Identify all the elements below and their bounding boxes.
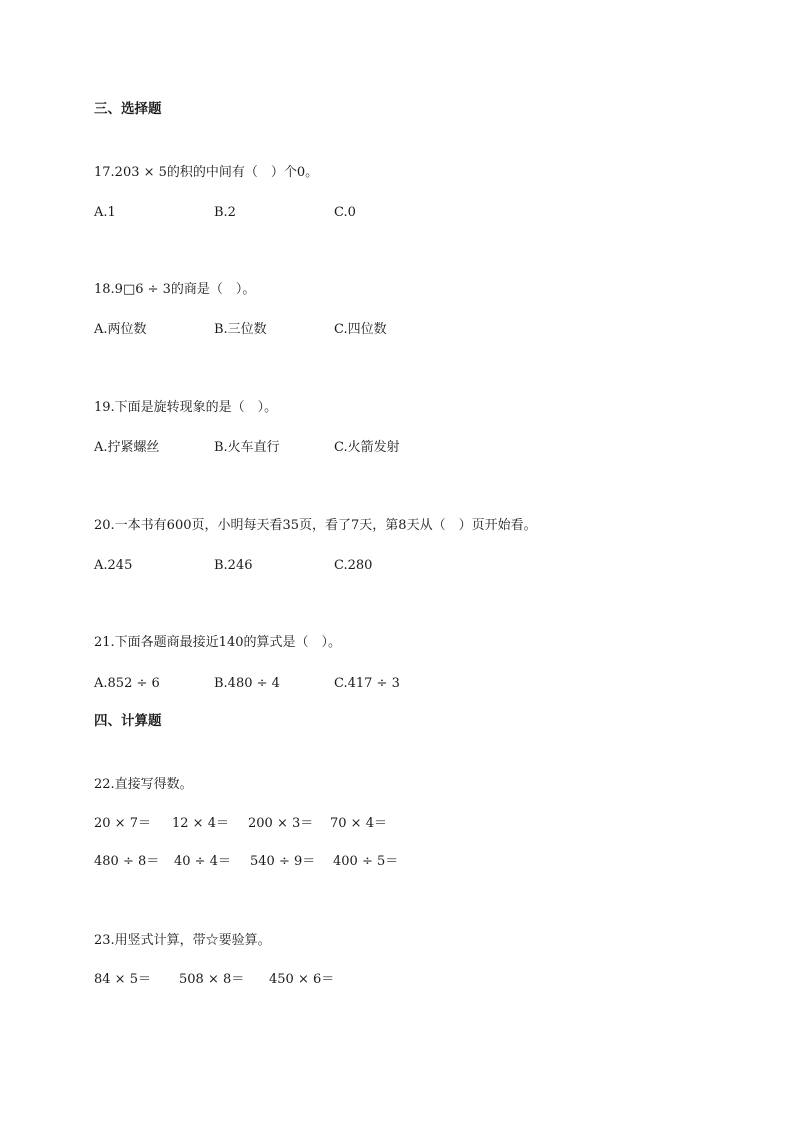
question-17-option-b: B.2 xyxy=(214,205,236,220)
question-17-stem: 17.203 × 5的积的中间有（ ）个0。 xyxy=(94,165,319,180)
question-19-option-c: C.火箭发射 xyxy=(334,440,400,455)
question-17-option-a: A.1 xyxy=(94,205,116,220)
question-23-stem: 23.用竖式计算，带☆要验算。 xyxy=(94,933,271,948)
question-19-option-a: A.拧紧螺丝 xyxy=(94,440,160,455)
question-20-option-c: C.280 xyxy=(334,558,373,573)
section-title-choice: 三、选择题 xyxy=(94,101,162,117)
question-22-item-8: 400 ÷ 5＝ xyxy=(333,854,399,869)
question-18-option-b: B.三位数 xyxy=(214,322,267,337)
question-23-item-3: 450 × 6＝ xyxy=(269,972,335,987)
question-22-item-6: 40 ÷ 4＝ xyxy=(174,854,231,869)
question-23-item-1: 84 × 5＝ xyxy=(94,972,151,987)
question-18-stem: 18.9□6 ÷ 3的商是（ ）。 xyxy=(94,282,256,297)
question-19-option-b: B.火车直行 xyxy=(214,440,280,455)
question-21-option-c: C.417 ÷ 3 xyxy=(334,676,400,691)
question-21-option-a: A.852 ÷ 6 xyxy=(94,676,160,691)
question-18-option-a: A.两位数 xyxy=(94,322,147,337)
question-21-option-b: B.480 ÷ 4 xyxy=(214,676,280,691)
question-20-option-b: B.246 xyxy=(214,558,253,573)
question-20-stem: 20.一本书有600页，小明每天看35页，看了7天，第8天从（ ）页开始看。 xyxy=(94,518,537,533)
question-23-item-2: 508 × 8＝ xyxy=(179,972,245,987)
question-22-item-4: 70 × 4＝ xyxy=(330,816,387,831)
question-22-item-5: 480 ÷ 8＝ xyxy=(94,854,160,869)
section-title-calc: 四、计算题 xyxy=(94,713,162,729)
question-22-item-2: 12 × 4＝ xyxy=(172,816,229,831)
question-22-item-3: 200 × 3＝ xyxy=(248,816,314,831)
question-20-option-a: A.245 xyxy=(94,558,133,573)
question-22-item-1: 20 × 7＝ xyxy=(94,816,151,831)
question-17-option-c: C.0 xyxy=(334,205,356,220)
question-21-stem: 21.下面各题商最接近140的算式是（ ）。 xyxy=(94,635,341,650)
question-18-option-c: C.四位数 xyxy=(334,322,387,337)
question-22-item-7: 540 ÷ 9＝ xyxy=(250,854,316,869)
question-22-stem: 22.直接写得数。 xyxy=(94,777,193,792)
question-19-stem: 19.下面是旋转现象的是（ ）。 xyxy=(94,400,278,415)
